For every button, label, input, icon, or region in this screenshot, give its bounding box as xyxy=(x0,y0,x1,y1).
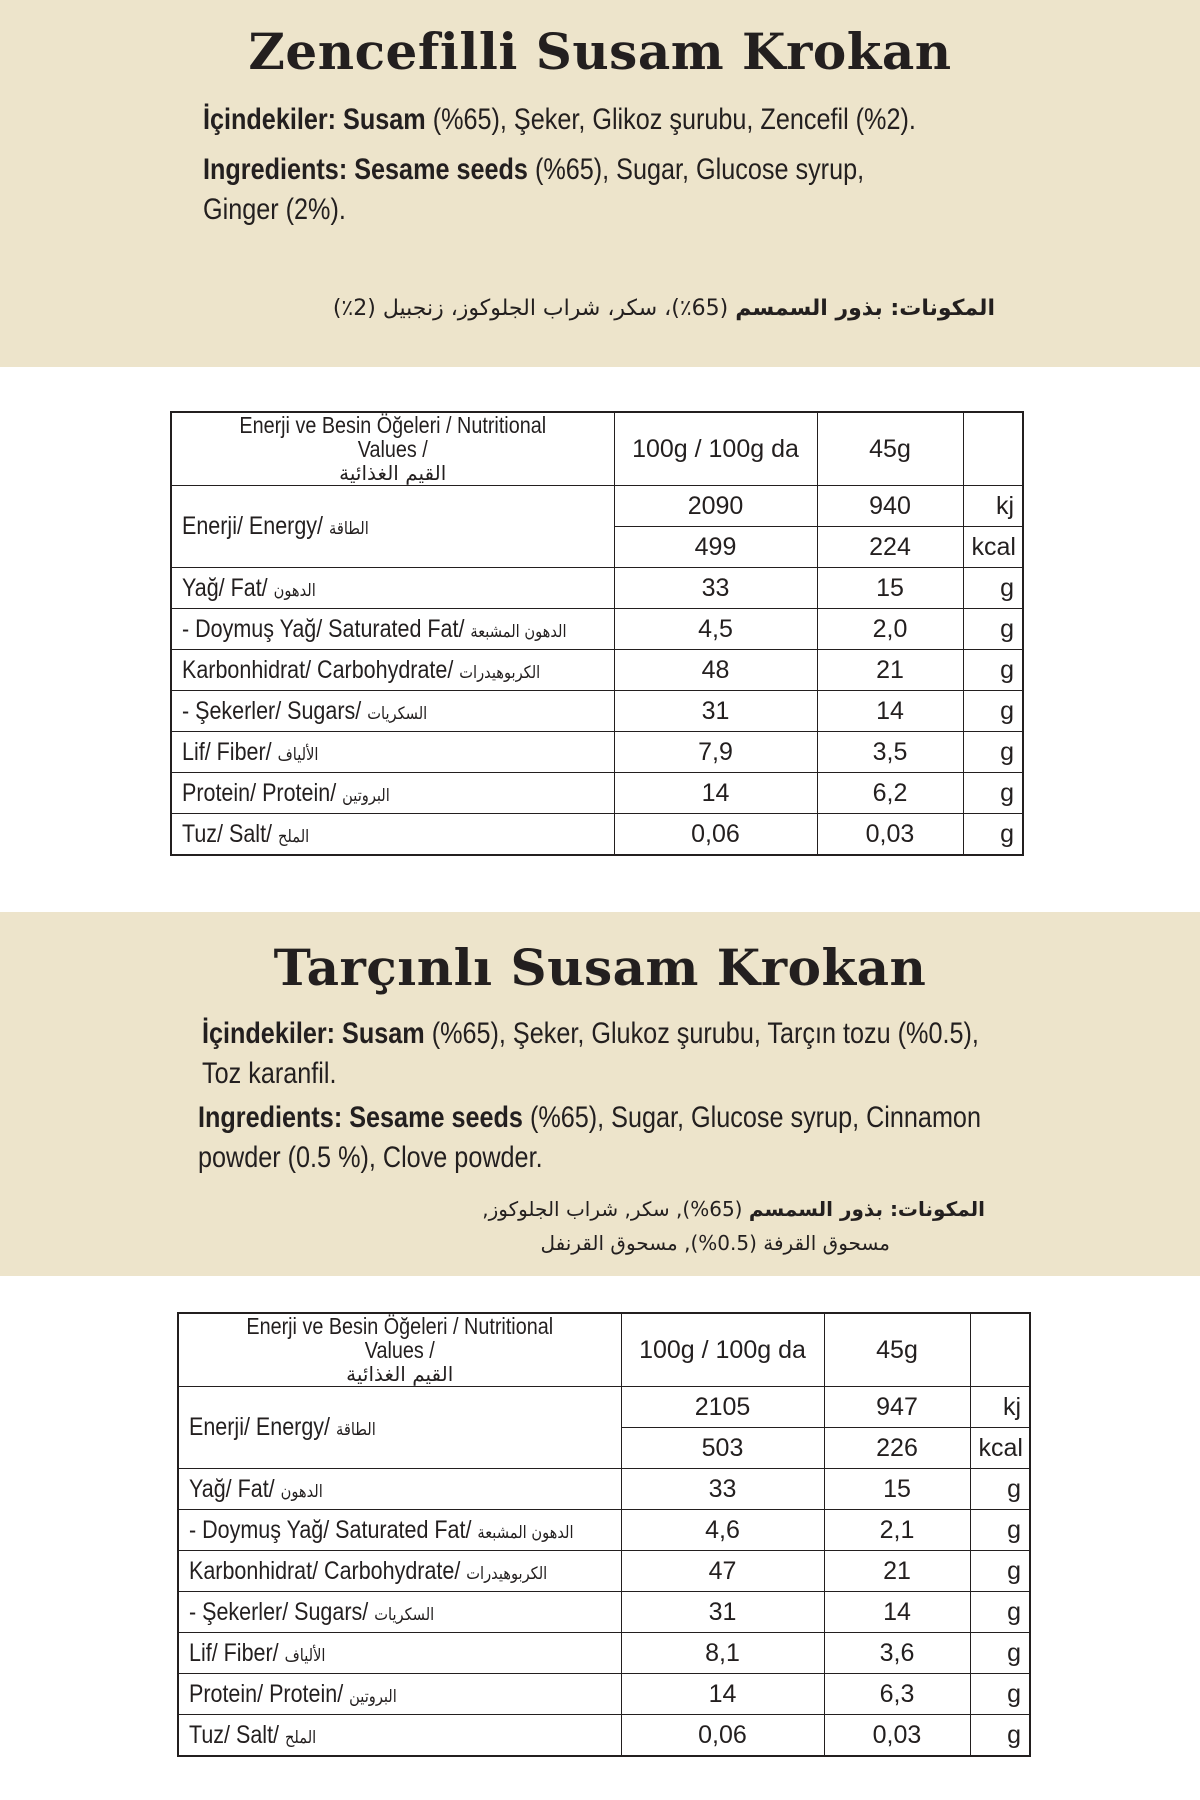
ingredients-tr-2: İçindekiler: Susam (%65), Şeker, Glukoz şurubu, Tarçın tozu (%0.5), Toz karanfil. xyxy=(202,1017,979,1090)
table-row: Lif/ Fiber/ الألياف 8,1 3,6 g xyxy=(178,1633,1030,1674)
ingredients-ar-2: المكونات: بذور السمسم (65%), سكر, شراب الجلوكوز, مسحوق القرفة (0.5%), مسحوق القرنفل xyxy=(482,1197,985,1255)
energy-label: Enerji/ Energy/ الطاقة xyxy=(178,1387,621,1469)
table-row-energy-kj: Enerji/ Energy/ الطاقة 2105 947 kj xyxy=(178,1387,1030,1428)
table-row: - Doymuş Yağ/ Saturated Fat/ الدهون المشبعة 4,6 2,1 g xyxy=(178,1510,1030,1551)
header-label: Enerji ve Besin Öğeleri / Nutritional Values / القيم الغذائية xyxy=(171,412,614,486)
table-row-energy-kcal: 499 224 kcal xyxy=(171,527,1023,568)
table-row: Karbonhidrat/ Carbohydrate/ الكربوهيدرات 48 21 g xyxy=(171,650,1023,691)
table-row: Tuz/ Salt/ الملح 0,06 0,03 g xyxy=(178,1715,1030,1757)
ingredients-en-2: Ingredients: Sesame seeds (%65), Sugar, Glucose syrup, Cinnamon powder (0.5 %), Clove powder. xyxy=(198,1101,981,1174)
table-row: Yağ/ Fat/ الدهون 33 15 g xyxy=(171,568,1023,609)
table-row: Karbonhidrat/ Carbohydrate/ الكربوهيدرات 47 21 g xyxy=(178,1551,1030,1592)
header-per-100g: 100g / 100g da xyxy=(621,1313,824,1387)
table-row: - Doymuş Yağ/ Saturated Fat/ الدهون المشبعة 4,5 2,0 g xyxy=(171,609,1023,650)
energy-label: Enerji/ Energy/ الطاقة xyxy=(171,486,614,568)
header-label: Enerji ve Besin Öğeleri / Nutritional Values / القيم الغذائية xyxy=(178,1313,621,1387)
table-header xyxy=(178,1313,1030,1387)
table-row: Yağ/ Fat/ الدهون 33 15 g xyxy=(178,1469,1030,1510)
ingredients-en-1: Ingredients: Sesame seeds (%65), Sugar, Glucose syrup, Ginger (2%). xyxy=(203,153,865,226)
table-header xyxy=(171,412,1023,486)
product-title-2: Tarçınlı Susam Krokan xyxy=(273,938,927,997)
header-per-portion: 45g xyxy=(817,412,963,486)
table-row: - Şekerler/ Sugars/ السكريات 31 14 g xyxy=(178,1592,1030,1633)
table-row: Protein/ Protein/ البروتين 14 6,3 g xyxy=(178,1674,1030,1715)
table-row: Lif/ Fiber/ الألياف 7,9 3,5 g xyxy=(171,732,1023,773)
nutrition-table-2 xyxy=(177,1312,1031,1757)
header-unit xyxy=(963,412,1023,486)
header-per-100g: 100g / 100g da xyxy=(614,412,817,486)
table-row: Tuz/ Salt/ الملح 0,06 0,03 g xyxy=(171,814,1023,856)
table-row-energy-kcal: 503 226 kcal xyxy=(178,1428,1030,1469)
header-per-portion: 45g xyxy=(824,1313,970,1387)
table-row: Protein/ Protein/ البروتين 14 6,2 g xyxy=(171,773,1023,814)
header-unit xyxy=(970,1313,1030,1387)
product-title-1: Zencefilli Susam Krokan xyxy=(248,22,952,81)
ingredients-ar-1: المكونات: بذور السمسم (65٪)، سكر، شراب الجلوكوز، زنجبيل (2٪) xyxy=(332,296,995,321)
nutrition-table-1 xyxy=(170,411,1024,856)
ingredients-tr-1: İçindekiler: Susam (%65), Şeker, Glikoz şurubu, Zencefil (%2). xyxy=(203,103,916,136)
table-row-energy-kj: Enerji/ Energy/ الطاقة 2090 940 kj xyxy=(171,486,1023,527)
table-row: - Şekerler/ Sugars/ السكريات 31 14 g xyxy=(171,691,1023,732)
